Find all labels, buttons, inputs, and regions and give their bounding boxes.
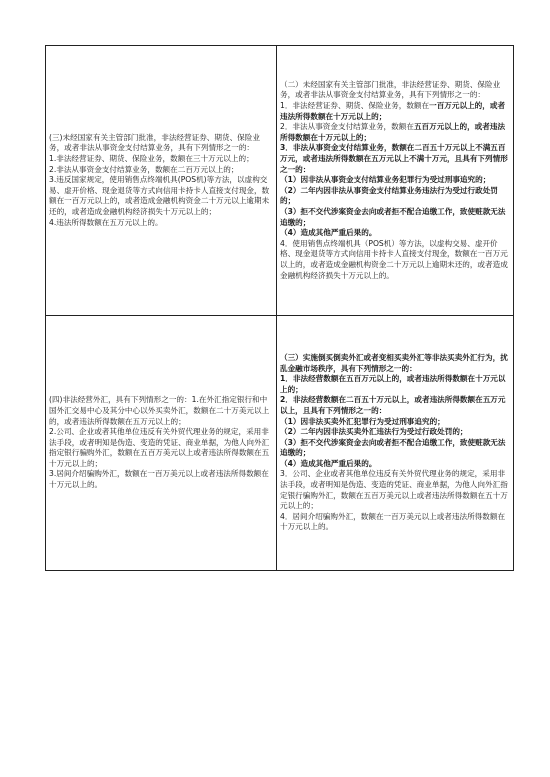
old-paragraph: 2.公司、企业或者其他单位违反有关外贸代理业务的规定，采用非法手段，或者明知是伪造、变造的凭证、商业单据，为他人向外汇指定银行骗购外汇，数额在五百万美元以上或者违法所得数额在五十万元以上的； xyxy=(49,427,270,468)
new-paragraph-bold: 五百万元以上的，或者违法所得数额在十万元以上的； xyxy=(280,122,506,142)
new-paragraph: （4）造成其他严重后果的。 xyxy=(280,228,377,238)
old-paragraph: 4.违法所得数额在五万元以上的。 xyxy=(49,217,163,227)
new-paragraph: 4．居间介绍骗购外汇，数额在一百万美元以上或者违法所得数额在十万元以上的。 xyxy=(280,511,506,532)
table-row xyxy=(46,46,514,316)
old-paragraph: 1.非法经营证券、期货、保险业务，数额在三十万元以上的； xyxy=(49,154,254,164)
new-paragraph: （2）二年内因非法买卖外汇违法行为受过行政处罚的； xyxy=(280,427,468,437)
new-paragraph: （1）因非法从事资金支付结算业务犯罪行为受过刑事追究的； xyxy=(280,175,491,185)
old-paragraph: 2.非法从事资金支付结算业务，数额在二百万元以上的； xyxy=(49,164,239,174)
new-paragraph: 1．非法经营数额在五百万元以上的，或者违法所得数额在十万元以上的； xyxy=(280,374,506,394)
new-paragraph: 2．非法经营数额在二百五十万元以上，或者违法所得数额在五万元以上，且具有下列情形之一的： xyxy=(280,395,506,415)
table-row xyxy=(46,316,514,571)
comparison-table xyxy=(45,45,514,571)
new-paragraph xyxy=(280,122,510,143)
document-page xyxy=(45,45,506,571)
new-paragraph-plain: 2．非法从事资金支付结算业务，数额在 xyxy=(280,122,414,132)
new-paragraph-bold: 一百万元以上的，或者违法所得数额在十万元以上的； xyxy=(280,101,506,121)
old-provision-cell xyxy=(46,46,277,316)
new-paragraph: （二）未经国家有关主管部门批准，非法经营证券、期货、保险业务，或者非法从事资金支付结算业务，具有下列情形之一的： xyxy=(280,79,501,100)
new-paragraph: （4）造成其他严重后果的。 xyxy=(280,458,377,468)
old-paragraph: 3.居间介绍骗购外汇，数额在一百万美元以上或者违法所得数额在十万元以上的。 xyxy=(49,469,269,490)
new-paragraph: （三）实施倒买倒卖外汇或者变相买卖外汇等非法买卖外汇行为，扰乱金融市场秩序，具有下列情形之一的： xyxy=(280,352,508,373)
new-provision-cell xyxy=(277,316,514,571)
old-paragraph: (四)非法经营外汇，具有下列情形之一的：1.在外汇指定银行和中国外汇交易中心及其分中心以外买卖外汇，数额在二十万美元以上的，或者违法所得数额在五万元以上的； xyxy=(49,395,270,426)
old-provision-cell xyxy=(46,316,277,571)
new-paragraph: 4．使用销售点终端机具（POS机）等方法，以虚构交易、虚开价格、现金退货等方式向信用卡持卡人直接支付现金，数额在一百万元以上的，或者造成金融机构资金二十万元以上逾期未还的，或者造成金融机构经济损失十万元以上的。 xyxy=(280,238,508,280)
new-paragraph: （3）拒不交代涉案资金去向或者拒不配合追缴工作，致使赃款无法追缴的； xyxy=(280,206,506,227)
new-paragraph: 3．非法从事资金支付结算业务，数额在二百五十万元以上不满五百万元，或者违法所得数额在五万元以上不满十万元，且具有下列情形之一的： xyxy=(280,143,508,174)
new-paragraph: （2）二年内因非法从事资金支付结算业务违法行为受过行政处罚的； xyxy=(280,185,498,206)
old-paragraph: (三)未经国家有关主管部门批准，非法经营证券、期货、保险业务，或者非法从事资金支付结算业务，具有下列情形之一的： xyxy=(49,132,260,153)
new-paragraph: （1）因非法买卖外汇犯罪行为受过刑事追究的； xyxy=(280,416,445,426)
old-paragraph: 3.违反国家规定，使用销售点终端机具(POS机)等方法，以虚构交易、虚开价格、现金退货等方式向信用卡持卡人直接支付现金，数额在一百万元以上的，或者造成金融机构资金二十万元以上逾期未还的，或者造成金融机构经济损失十万元以上的； xyxy=(49,175,270,216)
new-paragraph: （3）拒不交代涉案资金去向或者拒不配合追缴工作，致使赃款无法追缴的； xyxy=(280,437,506,458)
new-paragraph xyxy=(280,101,510,122)
new-provision-cell xyxy=(277,46,514,316)
new-paragraph: 3．公司、企业或者其他单位违反有关外贸代理业务的规定，采用非法手段，或者明知是伪造、变造的凭证、商业单据，为他人向外汇指定银行骗购外汇，数额在五百万美元以上或者违法所得数额在五十万元以上的； xyxy=(280,469,508,511)
new-paragraph-plain: 1．非法经营证券、期货、保险业务，数额在 xyxy=(280,101,430,111)
